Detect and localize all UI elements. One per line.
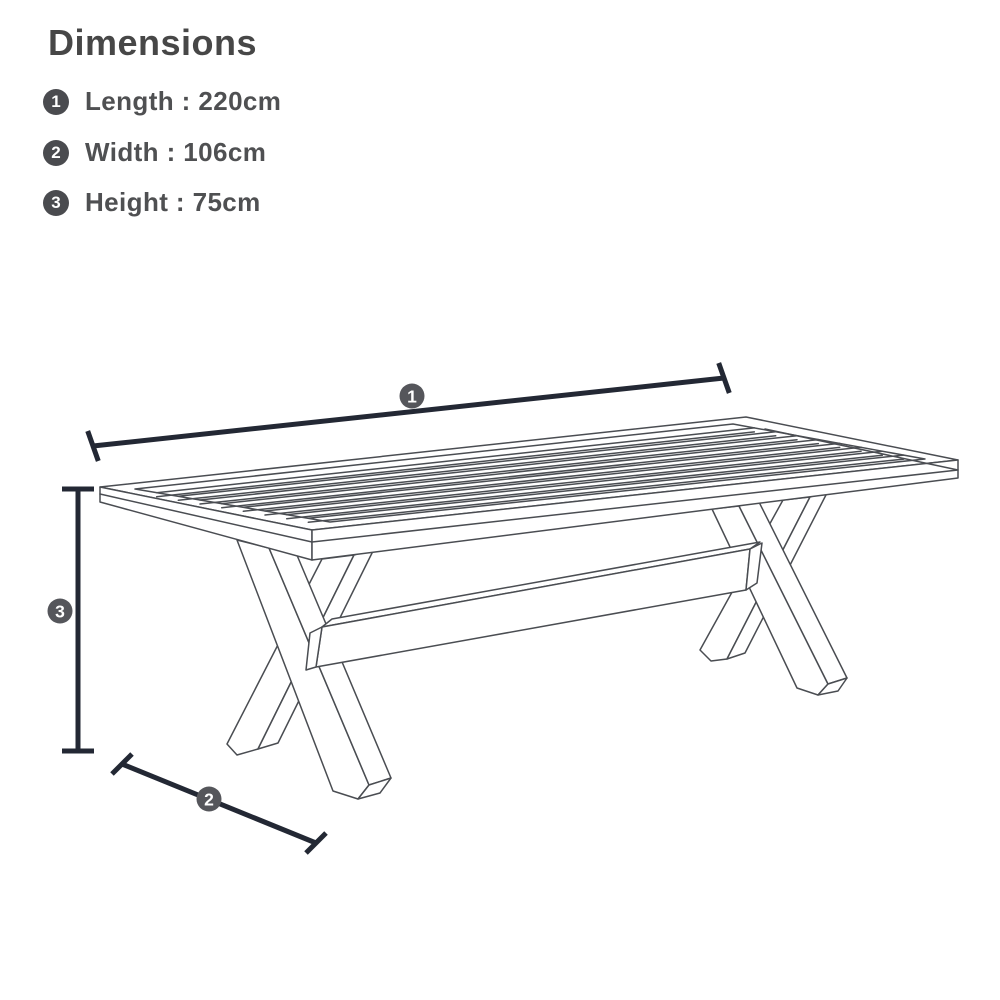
svg-text:2: 2 xyxy=(204,789,214,810)
legend-badge-1: 1 xyxy=(43,89,69,115)
legend-text-width: Width : 106cm xyxy=(85,137,267,167)
legend-badge-3: 3 xyxy=(43,190,69,216)
page-title: Dimensions xyxy=(48,22,258,63)
svg-text:3: 3 xyxy=(55,601,65,622)
table-wireframe xyxy=(100,417,958,799)
legend-text-height: Height : 75cm xyxy=(85,187,261,217)
width-badge xyxy=(197,787,222,812)
length-badge xyxy=(400,384,425,409)
legend-text-length: Length : 220cm xyxy=(85,86,282,116)
width-tick-right xyxy=(306,833,326,853)
width-tick-left xyxy=(112,754,132,774)
stretcher-front-face xyxy=(316,549,750,667)
legend-badge-2: 2 xyxy=(43,140,69,166)
svg-text:1: 1 xyxy=(407,386,417,407)
height-badge xyxy=(48,599,73,624)
